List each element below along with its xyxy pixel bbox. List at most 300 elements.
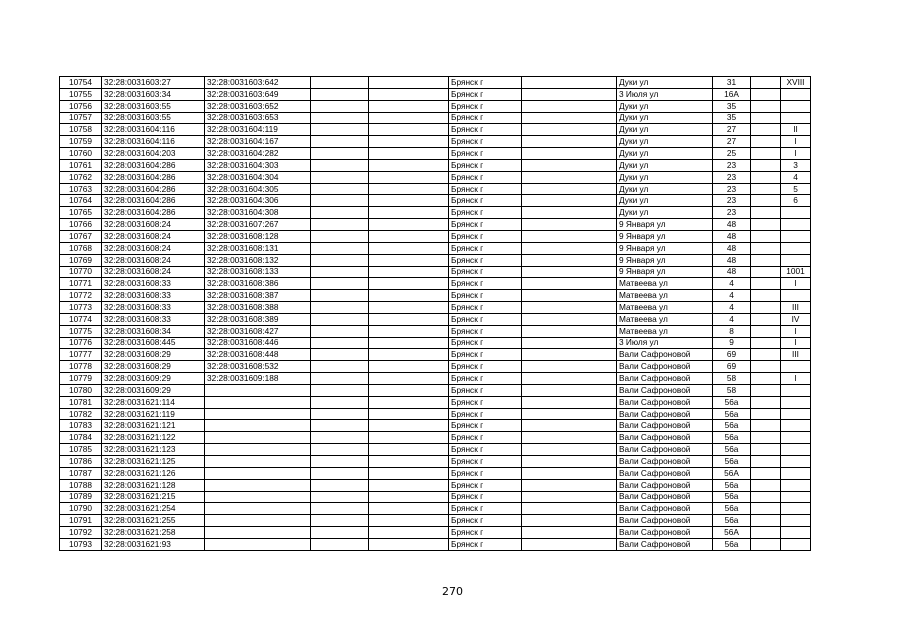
cell-blank-col-7 [522, 467, 617, 479]
cell-blank-col-5 [369, 325, 449, 337]
cell-house-number: 56а [713, 456, 751, 468]
cell-street: 3 Июля ул [617, 337, 713, 349]
cell-parcel-cadastral-number: 32:28:0031608:34 [102, 325, 205, 337]
cell-object-cadastral-number: 32:28:0031604:304 [205, 171, 311, 183]
cell-blank-col-7 [522, 313, 617, 325]
cell-record-number: 10765 [60, 207, 102, 219]
cell-blank-col-5 [369, 479, 449, 491]
cell-blank-col-5 [369, 503, 449, 515]
cell-street: Дуки ул [617, 124, 713, 136]
table-row [60, 313, 811, 325]
cell-record-number: 10784 [60, 432, 102, 444]
cell-street: Дуки ул [617, 171, 713, 183]
cell-parcel-cadastral-number: 32:28:0031604:116 [102, 136, 205, 148]
cell-city: Брянск г [449, 290, 522, 302]
cell-parcel-cadastral-number: 32:28:0031608:33 [102, 302, 205, 314]
cell-parcel-cadastral-number: 32:28:0031608:29 [102, 361, 205, 373]
cell-blank-col-5 [369, 396, 449, 408]
cell-house-number: 69 [713, 349, 751, 361]
table-row [60, 148, 811, 160]
cell-city: Брянск г [449, 159, 522, 171]
table-row [60, 183, 811, 195]
cell-blank-col-5 [369, 88, 449, 100]
cell-premises-number [781, 290, 811, 302]
cell-premises-number [781, 230, 811, 242]
cell-premises-number: I [781, 373, 811, 385]
table-row [60, 384, 811, 396]
cell-house-number: 56а [713, 444, 751, 456]
cell-house-number: 31 [713, 77, 751, 89]
cell-blank-col-10 [751, 456, 781, 468]
cell-blank-col-4 [311, 420, 369, 432]
cell-blank-col-4 [311, 100, 369, 112]
cell-object-cadastral-number: 32:28:0031608:446 [205, 337, 311, 349]
cell-object-cadastral-number: 32:28:0031609:188 [205, 373, 311, 385]
cell-record-number: 10791 [60, 515, 102, 527]
cell-record-number: 10782 [60, 408, 102, 420]
cell-blank-col-7 [522, 136, 617, 148]
cell-blank-col-10 [751, 290, 781, 302]
cell-blank-col-7 [522, 503, 617, 515]
cell-blank-col-7 [522, 384, 617, 396]
cell-object-cadastral-number [205, 396, 311, 408]
cell-street: Вали Сафроновой [617, 491, 713, 503]
cell-premises-number [781, 444, 811, 456]
cell-record-number: 10777 [60, 349, 102, 361]
cell-blank-col-7 [522, 444, 617, 456]
cell-record-number: 10756 [60, 100, 102, 112]
cell-house-number: 16А [713, 88, 751, 100]
cell-premises-number [781, 100, 811, 112]
cell-premises-number [781, 396, 811, 408]
cell-blank-col-4 [311, 278, 369, 290]
cell-street: Вали Сафроновой [617, 503, 713, 515]
table-row [60, 159, 811, 171]
cell-record-number: 10787 [60, 467, 102, 479]
table-row [60, 479, 811, 491]
cell-city: Брянск г [449, 467, 522, 479]
cell-city: Брянск г [449, 396, 522, 408]
cell-house-number: 48 [713, 219, 751, 231]
cell-blank-col-4 [311, 112, 369, 124]
cell-object-cadastral-number: 32:28:0031608:532 [205, 361, 311, 373]
cell-city: Брянск г [449, 432, 522, 444]
cell-blank-col-4 [311, 479, 369, 491]
table-body [60, 77, 811, 551]
cell-parcel-cadastral-number: 32:28:0031621:122 [102, 432, 205, 444]
cell-blank-col-7 [522, 420, 617, 432]
table-row [60, 361, 811, 373]
cell-street: 9 Января ул [617, 230, 713, 242]
cell-blank-col-5 [369, 148, 449, 160]
cell-house-number: 23 [713, 207, 751, 219]
cell-blank-col-4 [311, 515, 369, 527]
cell-blank-col-10 [751, 207, 781, 219]
cell-city: Брянск г [449, 207, 522, 219]
cell-blank-col-4 [311, 384, 369, 396]
cell-premises-number: IV [781, 313, 811, 325]
cell-record-number: 10770 [60, 266, 102, 278]
cell-house-number: 56а [713, 479, 751, 491]
table-row [60, 349, 811, 361]
cell-city: Брянск г [449, 313, 522, 325]
cell-blank-col-10 [751, 100, 781, 112]
cell-city: Брянск г [449, 100, 522, 112]
cell-blank-col-10 [751, 159, 781, 171]
cell-blank-col-10 [751, 538, 781, 550]
cell-blank-col-7 [522, 230, 617, 242]
cell-object-cadastral-number [205, 456, 311, 468]
cell-blank-col-10 [751, 503, 781, 515]
cell-object-cadastral-number [205, 384, 311, 396]
cell-blank-col-4 [311, 302, 369, 314]
table-row [60, 230, 811, 242]
cell-blank-col-4 [311, 136, 369, 148]
cell-record-number: 10767 [60, 230, 102, 242]
cell-street: Вали Сафроновой [617, 456, 713, 468]
cell-parcel-cadastral-number: 32:28:0031603:34 [102, 88, 205, 100]
cell-premises-number: II [781, 124, 811, 136]
cell-blank-col-10 [751, 171, 781, 183]
cell-premises-number: I [781, 325, 811, 337]
cell-house-number: 23 [713, 159, 751, 171]
cell-blank-col-5 [369, 373, 449, 385]
cell-blank-col-5 [369, 456, 449, 468]
cell-blank-col-10 [751, 408, 781, 420]
cell-premises-number [781, 254, 811, 266]
cell-blank-col-5 [369, 171, 449, 183]
cell-blank-col-5 [369, 527, 449, 539]
cell-blank-col-5 [369, 420, 449, 432]
cell-city: Брянск г [449, 242, 522, 254]
cell-object-cadastral-number [205, 491, 311, 503]
cell-blank-col-4 [311, 456, 369, 468]
cell-blank-col-10 [751, 136, 781, 148]
cell-blank-col-5 [369, 136, 449, 148]
cell-premises-number: 4 [781, 171, 811, 183]
cell-premises-number: I [781, 337, 811, 349]
cell-blank-col-10 [751, 88, 781, 100]
cell-object-cadastral-number: 32:28:0031604:282 [205, 148, 311, 160]
cell-city: Брянск г [449, 266, 522, 278]
cell-blank-col-5 [369, 254, 449, 266]
cell-city: Брянск г [449, 491, 522, 503]
cell-blank-col-5 [369, 219, 449, 231]
cell-object-cadastral-number: 32:28:0031604:306 [205, 195, 311, 207]
cell-house-number: 58 [713, 384, 751, 396]
cell-parcel-cadastral-number: 32:28:0031604:286 [102, 207, 205, 219]
cell-blank-col-10 [751, 432, 781, 444]
cell-blank-col-4 [311, 337, 369, 349]
cell-blank-col-7 [522, 361, 617, 373]
table-row [60, 219, 811, 231]
cell-street: Вали Сафроновой [617, 373, 713, 385]
cell-house-number: 23 [713, 195, 751, 207]
cell-blank-col-10 [751, 479, 781, 491]
cell-blank-col-5 [369, 361, 449, 373]
cell-city: Брянск г [449, 136, 522, 148]
cell-blank-col-5 [369, 349, 449, 361]
cell-premises-number [781, 503, 811, 515]
cell-street: Матвеева ул [617, 302, 713, 314]
cell-city: Брянск г [449, 230, 522, 242]
cell-city: Брянск г [449, 456, 522, 468]
cell-street: Матвеева ул [617, 325, 713, 337]
cell-blank-col-7 [522, 491, 617, 503]
cell-object-cadastral-number: 32:28:0031608:128 [205, 230, 311, 242]
cell-parcel-cadastral-number: 32:28:0031604:286 [102, 159, 205, 171]
cell-premises-number [781, 112, 811, 124]
cell-blank-col-10 [751, 420, 781, 432]
cell-blank-col-10 [751, 302, 781, 314]
cell-record-number: 10776 [60, 337, 102, 349]
cell-city: Брянск г [449, 254, 522, 266]
cell-house-number: 56а [713, 408, 751, 420]
cell-blank-col-10 [751, 491, 781, 503]
cell-record-number: 10768 [60, 242, 102, 254]
table-row [60, 432, 811, 444]
cell-blank-col-5 [369, 515, 449, 527]
cell-blank-col-10 [751, 444, 781, 456]
cell-object-cadastral-number: 32:28:0031608:387 [205, 290, 311, 302]
cell-premises-number: I [781, 136, 811, 148]
table-row [60, 337, 811, 349]
cell-blank-col-10 [751, 278, 781, 290]
table-row [60, 456, 811, 468]
cell-street: Вали Сафроновой [617, 479, 713, 491]
table-row [60, 254, 811, 266]
cell-blank-col-5 [369, 432, 449, 444]
cell-street: Дуки ул [617, 148, 713, 160]
cell-blank-col-7 [522, 77, 617, 89]
cell-street: Вали Сафроновой [617, 467, 713, 479]
cell-parcel-cadastral-number: 32:28:0031604:286 [102, 171, 205, 183]
cell-city: Брянск г [449, 183, 522, 195]
cell-street: Дуки ул [617, 112, 713, 124]
cell-street: Вали Сафроновой [617, 420, 713, 432]
cell-city: Брянск г [449, 361, 522, 373]
cell-street: 9 Января ул [617, 254, 713, 266]
cell-premises-number: III [781, 349, 811, 361]
table-row [60, 77, 811, 89]
cell-blank-col-5 [369, 100, 449, 112]
cell-blank-col-7 [522, 159, 617, 171]
cell-city: Брянск г [449, 337, 522, 349]
cell-house-number: 25 [713, 148, 751, 160]
cell-blank-col-4 [311, 396, 369, 408]
cell-city: Брянск г [449, 278, 522, 290]
cell-blank-col-5 [369, 384, 449, 396]
cell-blank-col-10 [751, 112, 781, 124]
cell-record-number: 10762 [60, 171, 102, 183]
cell-blank-col-10 [751, 527, 781, 539]
cell-city: Брянск г [449, 420, 522, 432]
cell-premises-number [781, 384, 811, 396]
cell-record-number: 10775 [60, 325, 102, 337]
cell-parcel-cadastral-number: 32:28:0031608:29 [102, 349, 205, 361]
table-row [60, 112, 811, 124]
cell-record-number: 10758 [60, 124, 102, 136]
cell-street: Дуки ул [617, 77, 713, 89]
cell-blank-col-4 [311, 266, 369, 278]
cell-house-number: 56А [713, 467, 751, 479]
cell-parcel-cadastral-number: 32:28:0031621:255 [102, 515, 205, 527]
cell-blank-col-5 [369, 266, 449, 278]
cell-city: Брянск г [449, 349, 522, 361]
cell-record-number: 10755 [60, 88, 102, 100]
cell-blank-col-5 [369, 491, 449, 503]
cell-blank-col-4 [311, 195, 369, 207]
cell-parcel-cadastral-number: 32:28:0031609:29 [102, 373, 205, 385]
cell-house-number: 56а [713, 503, 751, 515]
cell-blank-col-4 [311, 408, 369, 420]
cell-parcel-cadastral-number: 32:28:0031608:24 [102, 254, 205, 266]
cell-blank-col-7 [522, 100, 617, 112]
cell-parcel-cadastral-number: 32:28:0031604:203 [102, 148, 205, 160]
cell-street: Матвеева ул [617, 290, 713, 302]
cell-parcel-cadastral-number: 32:28:0031608:33 [102, 290, 205, 302]
cell-record-number: 10785 [60, 444, 102, 456]
cell-object-cadastral-number: 32:28:0031608:132 [205, 254, 311, 266]
cell-object-cadastral-number [205, 503, 311, 515]
cell-premises-number [781, 515, 811, 527]
cell-parcel-cadastral-number: 32:28:0031609:29 [102, 384, 205, 396]
cell-parcel-cadastral-number: 32:28:0031621:215 [102, 491, 205, 503]
cell-record-number: 10772 [60, 290, 102, 302]
cell-premises-number [781, 242, 811, 254]
cell-parcel-cadastral-number: 32:28:0031621:126 [102, 467, 205, 479]
cell-street: Вали Сафроновой [617, 538, 713, 550]
cell-record-number: 10759 [60, 136, 102, 148]
cell-object-cadastral-number: 32:28:0031608:389 [205, 313, 311, 325]
table-row [60, 503, 811, 515]
table-row [60, 538, 811, 550]
cell-city: Брянск г [449, 171, 522, 183]
cell-parcel-cadastral-number: 32:28:0031621:125 [102, 456, 205, 468]
cell-object-cadastral-number: 32:28:0031608:131 [205, 242, 311, 254]
cell-blank-col-5 [369, 538, 449, 550]
cell-parcel-cadastral-number: 32:28:0031621:128 [102, 479, 205, 491]
cell-street: Дуки ул [617, 183, 713, 195]
cell-premises-number: I [781, 278, 811, 290]
cell-blank-col-4 [311, 219, 369, 231]
cell-blank-col-10 [751, 254, 781, 266]
cell-blank-col-5 [369, 467, 449, 479]
cell-object-cadastral-number: 32:28:0031608:448 [205, 349, 311, 361]
cell-house-number: 8 [713, 325, 751, 337]
table-row [60, 420, 811, 432]
cell-record-number: 10792 [60, 527, 102, 539]
cell-house-number: 23 [713, 183, 751, 195]
cell-parcel-cadastral-number: 32:28:0031603:27 [102, 77, 205, 89]
table-row [60, 302, 811, 314]
cell-house-number: 58 [713, 373, 751, 385]
cell-object-cadastral-number [205, 538, 311, 550]
cell-premises-number [781, 207, 811, 219]
cell-house-number: 27 [713, 136, 751, 148]
cell-parcel-cadastral-number: 32:28:0031603:55 [102, 100, 205, 112]
cell-record-number: 10764 [60, 195, 102, 207]
cell-premises-number [781, 527, 811, 539]
cell-premises-number [781, 219, 811, 231]
cell-blank-col-10 [751, 384, 781, 396]
cell-street: Дуки ул [617, 159, 713, 171]
cell-blank-col-7 [522, 219, 617, 231]
cell-house-number: 35 [713, 100, 751, 112]
cell-house-number: 56а [713, 515, 751, 527]
cell-blank-col-10 [751, 396, 781, 408]
cell-object-cadastral-number [205, 432, 311, 444]
table-row [60, 266, 811, 278]
cell-street: 9 Января ул [617, 242, 713, 254]
cell-house-number: 56а [713, 432, 751, 444]
cell-blank-col-4 [311, 242, 369, 254]
cell-parcel-cadastral-number: 32:28:0031608:24 [102, 266, 205, 278]
table-row [60, 373, 811, 385]
cell-object-cadastral-number [205, 444, 311, 456]
cell-object-cadastral-number: 32:28:0031604:167 [205, 136, 311, 148]
cell-blank-col-10 [751, 195, 781, 207]
cell-house-number: 9 [713, 337, 751, 349]
cell-object-cadastral-number [205, 408, 311, 420]
cell-blank-col-5 [369, 444, 449, 456]
cell-city: Брянск г [449, 325, 522, 337]
cell-blank-col-5 [369, 77, 449, 89]
cell-blank-col-5 [369, 313, 449, 325]
cell-object-cadastral-number: 32:28:0031607:267 [205, 219, 311, 231]
cell-record-number: 10793 [60, 538, 102, 550]
cell-blank-col-10 [751, 219, 781, 231]
cell-blank-col-7 [522, 171, 617, 183]
cell-parcel-cadastral-number: 32:28:0031608:24 [102, 230, 205, 242]
cell-house-number: 27 [713, 124, 751, 136]
cell-record-number: 10774 [60, 313, 102, 325]
cell-blank-col-7 [522, 408, 617, 420]
cell-blank-col-4 [311, 290, 369, 302]
cell-blank-col-7 [522, 349, 617, 361]
cell-blank-col-4 [311, 207, 369, 219]
cell-parcel-cadastral-number: 32:28:0031621:121 [102, 420, 205, 432]
cell-blank-col-4 [311, 432, 369, 444]
cell-blank-col-5 [369, 159, 449, 171]
cell-parcel-cadastral-number: 32:28:0031604:116 [102, 124, 205, 136]
cell-blank-col-10 [751, 242, 781, 254]
cell-blank-col-7 [522, 254, 617, 266]
cell-city: Брянск г [449, 527, 522, 539]
cell-blank-col-4 [311, 171, 369, 183]
cell-blank-col-7 [522, 124, 617, 136]
cell-object-cadastral-number [205, 467, 311, 479]
cell-city: Брянск г [449, 219, 522, 231]
cell-object-cadastral-number [205, 420, 311, 432]
cell-blank-col-4 [311, 444, 369, 456]
cell-blank-col-7 [522, 373, 617, 385]
cell-blank-col-4 [311, 148, 369, 160]
cell-city: Брянск г [449, 384, 522, 396]
cell-record-number: 10788 [60, 479, 102, 491]
cell-house-number: 48 [713, 242, 751, 254]
cell-object-cadastral-number: 32:28:0031603:649 [205, 88, 311, 100]
cell-premises-number: 3 [781, 159, 811, 171]
cell-city: Брянск г [449, 479, 522, 491]
cell-parcel-cadastral-number: 32:28:0031621:114 [102, 396, 205, 408]
cell-record-number: 10769 [60, 254, 102, 266]
cell-object-cadastral-number: 32:28:0031604:303 [205, 159, 311, 171]
cell-record-number: 10761 [60, 159, 102, 171]
cell-blank-col-7 [522, 278, 617, 290]
cell-street: 9 Января ул [617, 219, 713, 231]
cell-street: Вали Сафроновой [617, 408, 713, 420]
